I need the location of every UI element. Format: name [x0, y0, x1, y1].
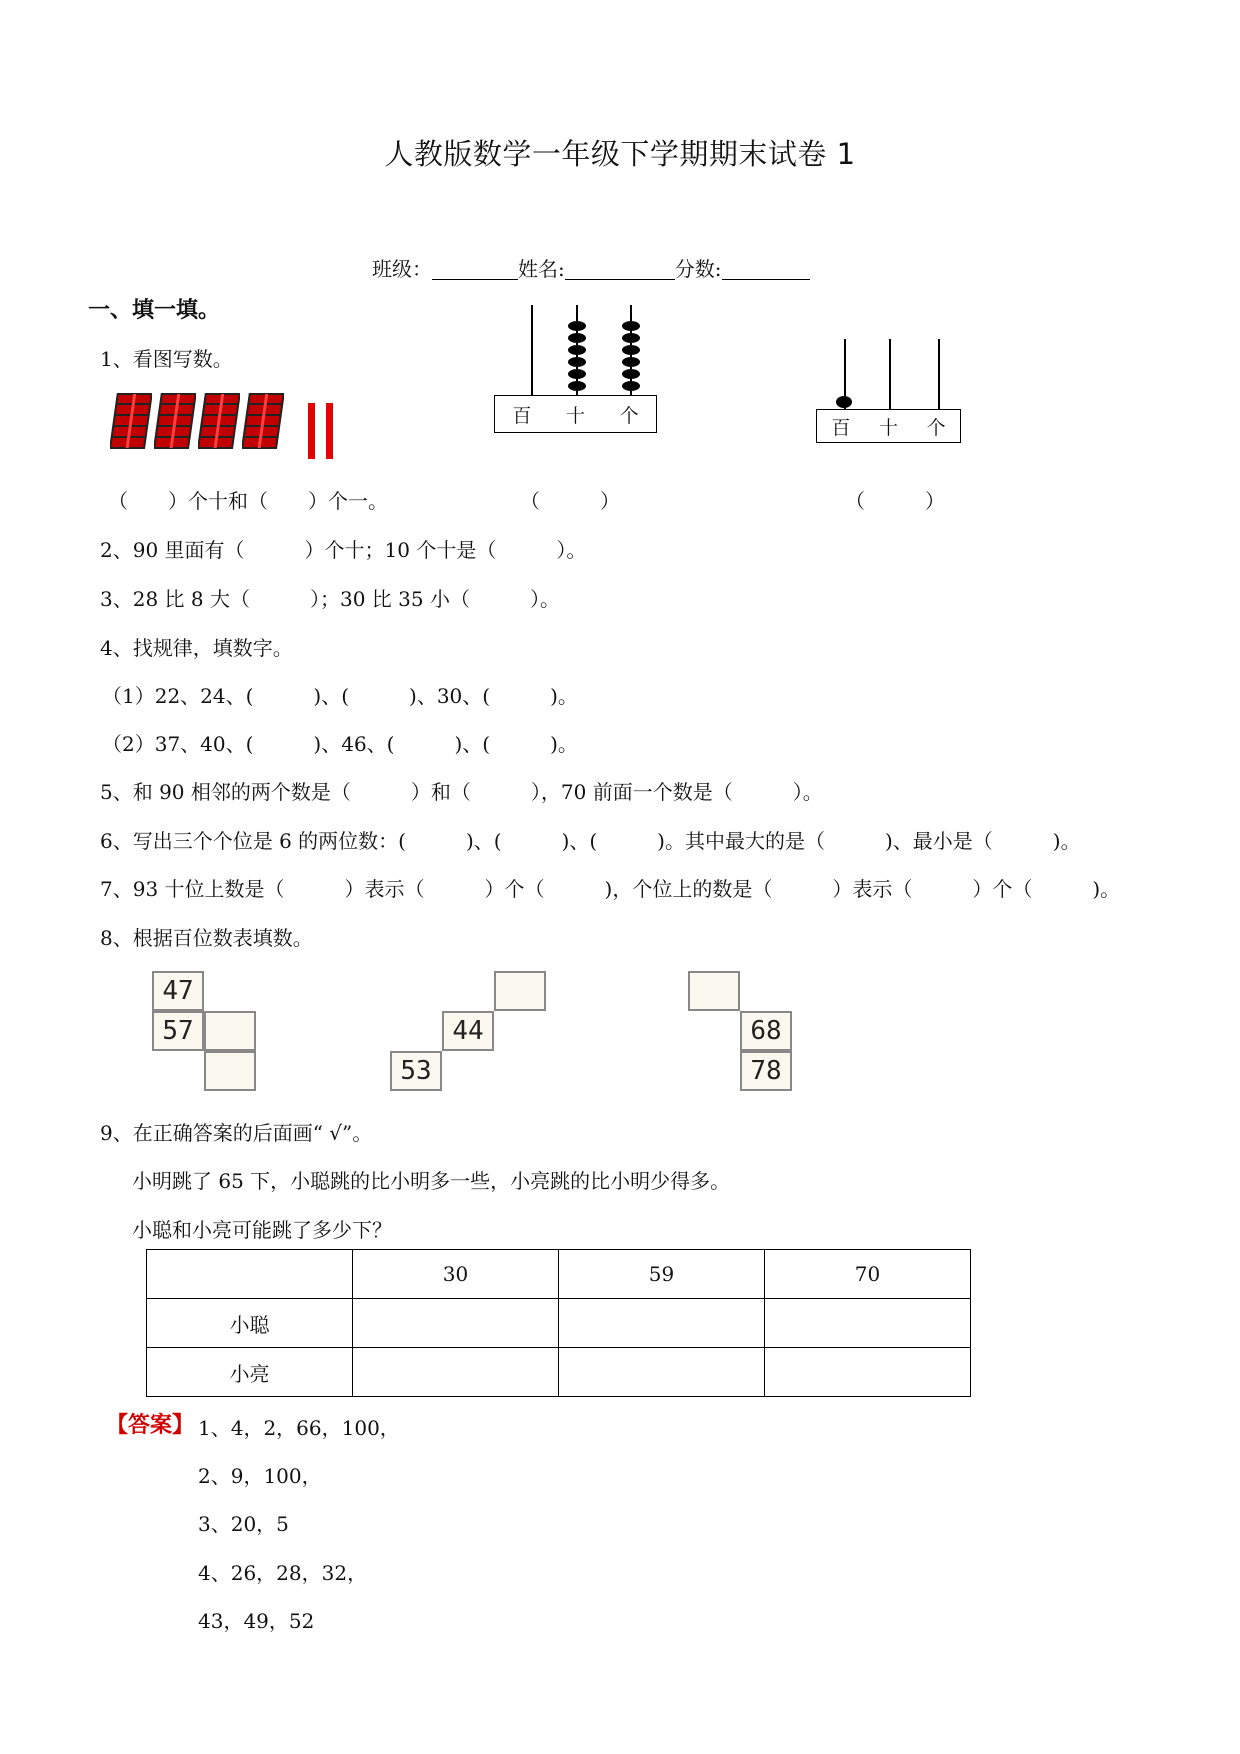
question-9-text1: 小明跳了 65 下，小聪跳的比小明多一些，小亮跳的比小明少得多。 [132, 1169, 731, 1193]
score-label: 分数: [674, 257, 722, 281]
jump-table [146, 1249, 971, 1397]
single-stick [308, 403, 315, 459]
name-label: 姓名: [518, 257, 565, 281]
abacus-bead [622, 381, 640, 391]
abacus-rod [889, 339, 891, 409]
place-hundreds: 百 [512, 404, 532, 427]
single-stick [326, 403, 333, 459]
table-header: 70 [765, 1250, 971, 1299]
chart-cell: 44 [442, 1011, 494, 1051]
name-field[interactable] [565, 259, 675, 280]
abacus-bead [622, 357, 640, 367]
check-cell[interactable] [559, 1348, 765, 1397]
row-label: 小亮 [147, 1348, 353, 1397]
abacus-bead [568, 333, 586, 343]
question-8-label: 8、根据百位数表填数。 [100, 926, 313, 950]
q1-abacus2-answer[interactable]: （ ） [845, 489, 945, 513]
question-4-label: 4、找规律，填数字。 [100, 636, 293, 660]
answer-label: 【答案】 [106, 1413, 195, 1438]
chart-blank-cell[interactable] [204, 1011, 256, 1051]
check-cell[interactable] [353, 1299, 559, 1348]
answer-line: 3、20，5 [198, 1512, 289, 1536]
answer-line: 4、26，28，32， [198, 1561, 368, 1585]
student-info [372, 253, 810, 282]
table-header: 59 [559, 1250, 765, 1299]
abacus-bead [568, 381, 586, 391]
chart-blank-cell[interactable] [688, 971, 740, 1011]
score-field[interactable] [722, 259, 810, 280]
question-7: 7、93 十位上数是（ ）表示（ ）个（ )，个位上的数是（ ）表示（ ）个（ )。 [100, 877, 1121, 901]
abacus-bead [622, 333, 640, 343]
question-9-text2: 小聪和小亮可能跳了多少下？ [132, 1218, 392, 1242]
place-hundreds: 百 [831, 416, 851, 439]
abacus-bead [568, 345, 586, 355]
table-row [147, 1348, 971, 1397]
chart-cell: 47 [152, 971, 204, 1011]
page-title: 人教版数学一年级下学期期末试卷 1 [384, 137, 856, 171]
abacus-bead [568, 321, 586, 331]
question-6: 6、写出三个个位是 6 的两位数：( )、( )、( )。其中最大的是（ )、最小是（ )。 [100, 829, 1081, 853]
check-cell[interactable] [353, 1348, 559, 1397]
place-ones: 个 [926, 416, 946, 439]
table-header: 30 [353, 1250, 559, 1299]
table-row [147, 1299, 971, 1348]
check-cell[interactable] [559, 1299, 765, 1348]
check-cell[interactable] [765, 1348, 971, 1397]
bundle-icon [198, 392, 240, 450]
question-2: 2、90 里面有（ ）个十；10 个十是（ ）。 [100, 538, 587, 562]
abacus-bead [568, 357, 586, 367]
q1-blank-line: （ ）个十和（ ）个一。 [108, 489, 388, 513]
abacus-base [494, 395, 657, 433]
question-5: 5、和 90 相邻的两个数是（ ）和（ ），70 前面一个数是（ ）。 [100, 780, 823, 804]
abacus-bead [836, 396, 852, 408]
abacus-bead [622, 345, 640, 355]
abacus-bead [568, 369, 586, 379]
answer-line: 2、9，100， [198, 1464, 322, 1488]
abacus-rod [938, 339, 940, 409]
place-tens: 十 [878, 416, 898, 439]
chart-blank-cell[interactable] [494, 971, 546, 1011]
bundle-icon [110, 392, 152, 450]
chart-cell: 68 [740, 1011, 792, 1051]
table-header-row [147, 1250, 971, 1299]
section-heading: 一、填一填。 [88, 298, 221, 323]
answer-block [106, 1408, 194, 1439]
bundle-icon [242, 392, 284, 450]
check-cell[interactable] [765, 1299, 971, 1348]
chart-cell: 53 [390, 1051, 442, 1091]
abacus-rod [531, 305, 533, 395]
class-label: 班级： [372, 257, 432, 281]
chart-cell: 57 [152, 1011, 204, 1051]
question-9-label: 9、在正确答案的后面画“ √”。 [100, 1121, 373, 1145]
table-header [147, 1250, 353, 1299]
q1-abacus1-answer[interactable]: （ ） [520, 489, 620, 513]
answer-line: 1、4，2，66，100， [198, 1416, 400, 1440]
abacus-base [816, 409, 961, 443]
bundle-icon [154, 392, 196, 450]
place-ones: 个 [619, 404, 639, 427]
question-4-2: （2）37、40、( )、46、( )、( )。 [102, 732, 578, 756]
abacus-bead [622, 369, 640, 379]
chart-cell: 78 [740, 1051, 792, 1091]
abacus-bead [622, 321, 640, 331]
question-3: 3、28 比 8 大（ ）；30 比 35 小（ ）。 [100, 587, 560, 611]
chart-blank-cell[interactable] [204, 1051, 256, 1091]
q1-label: 1、看图写数。 [100, 347, 233, 371]
question-4-1: （1）22、24、( )、( )、30、( )。 [102, 684, 578, 708]
class-field[interactable] [432, 259, 518, 280]
place-tens: 十 [565, 404, 585, 427]
row-label: 小聪 [147, 1299, 353, 1348]
answer-line: 43，49，52 [198, 1609, 315, 1633]
